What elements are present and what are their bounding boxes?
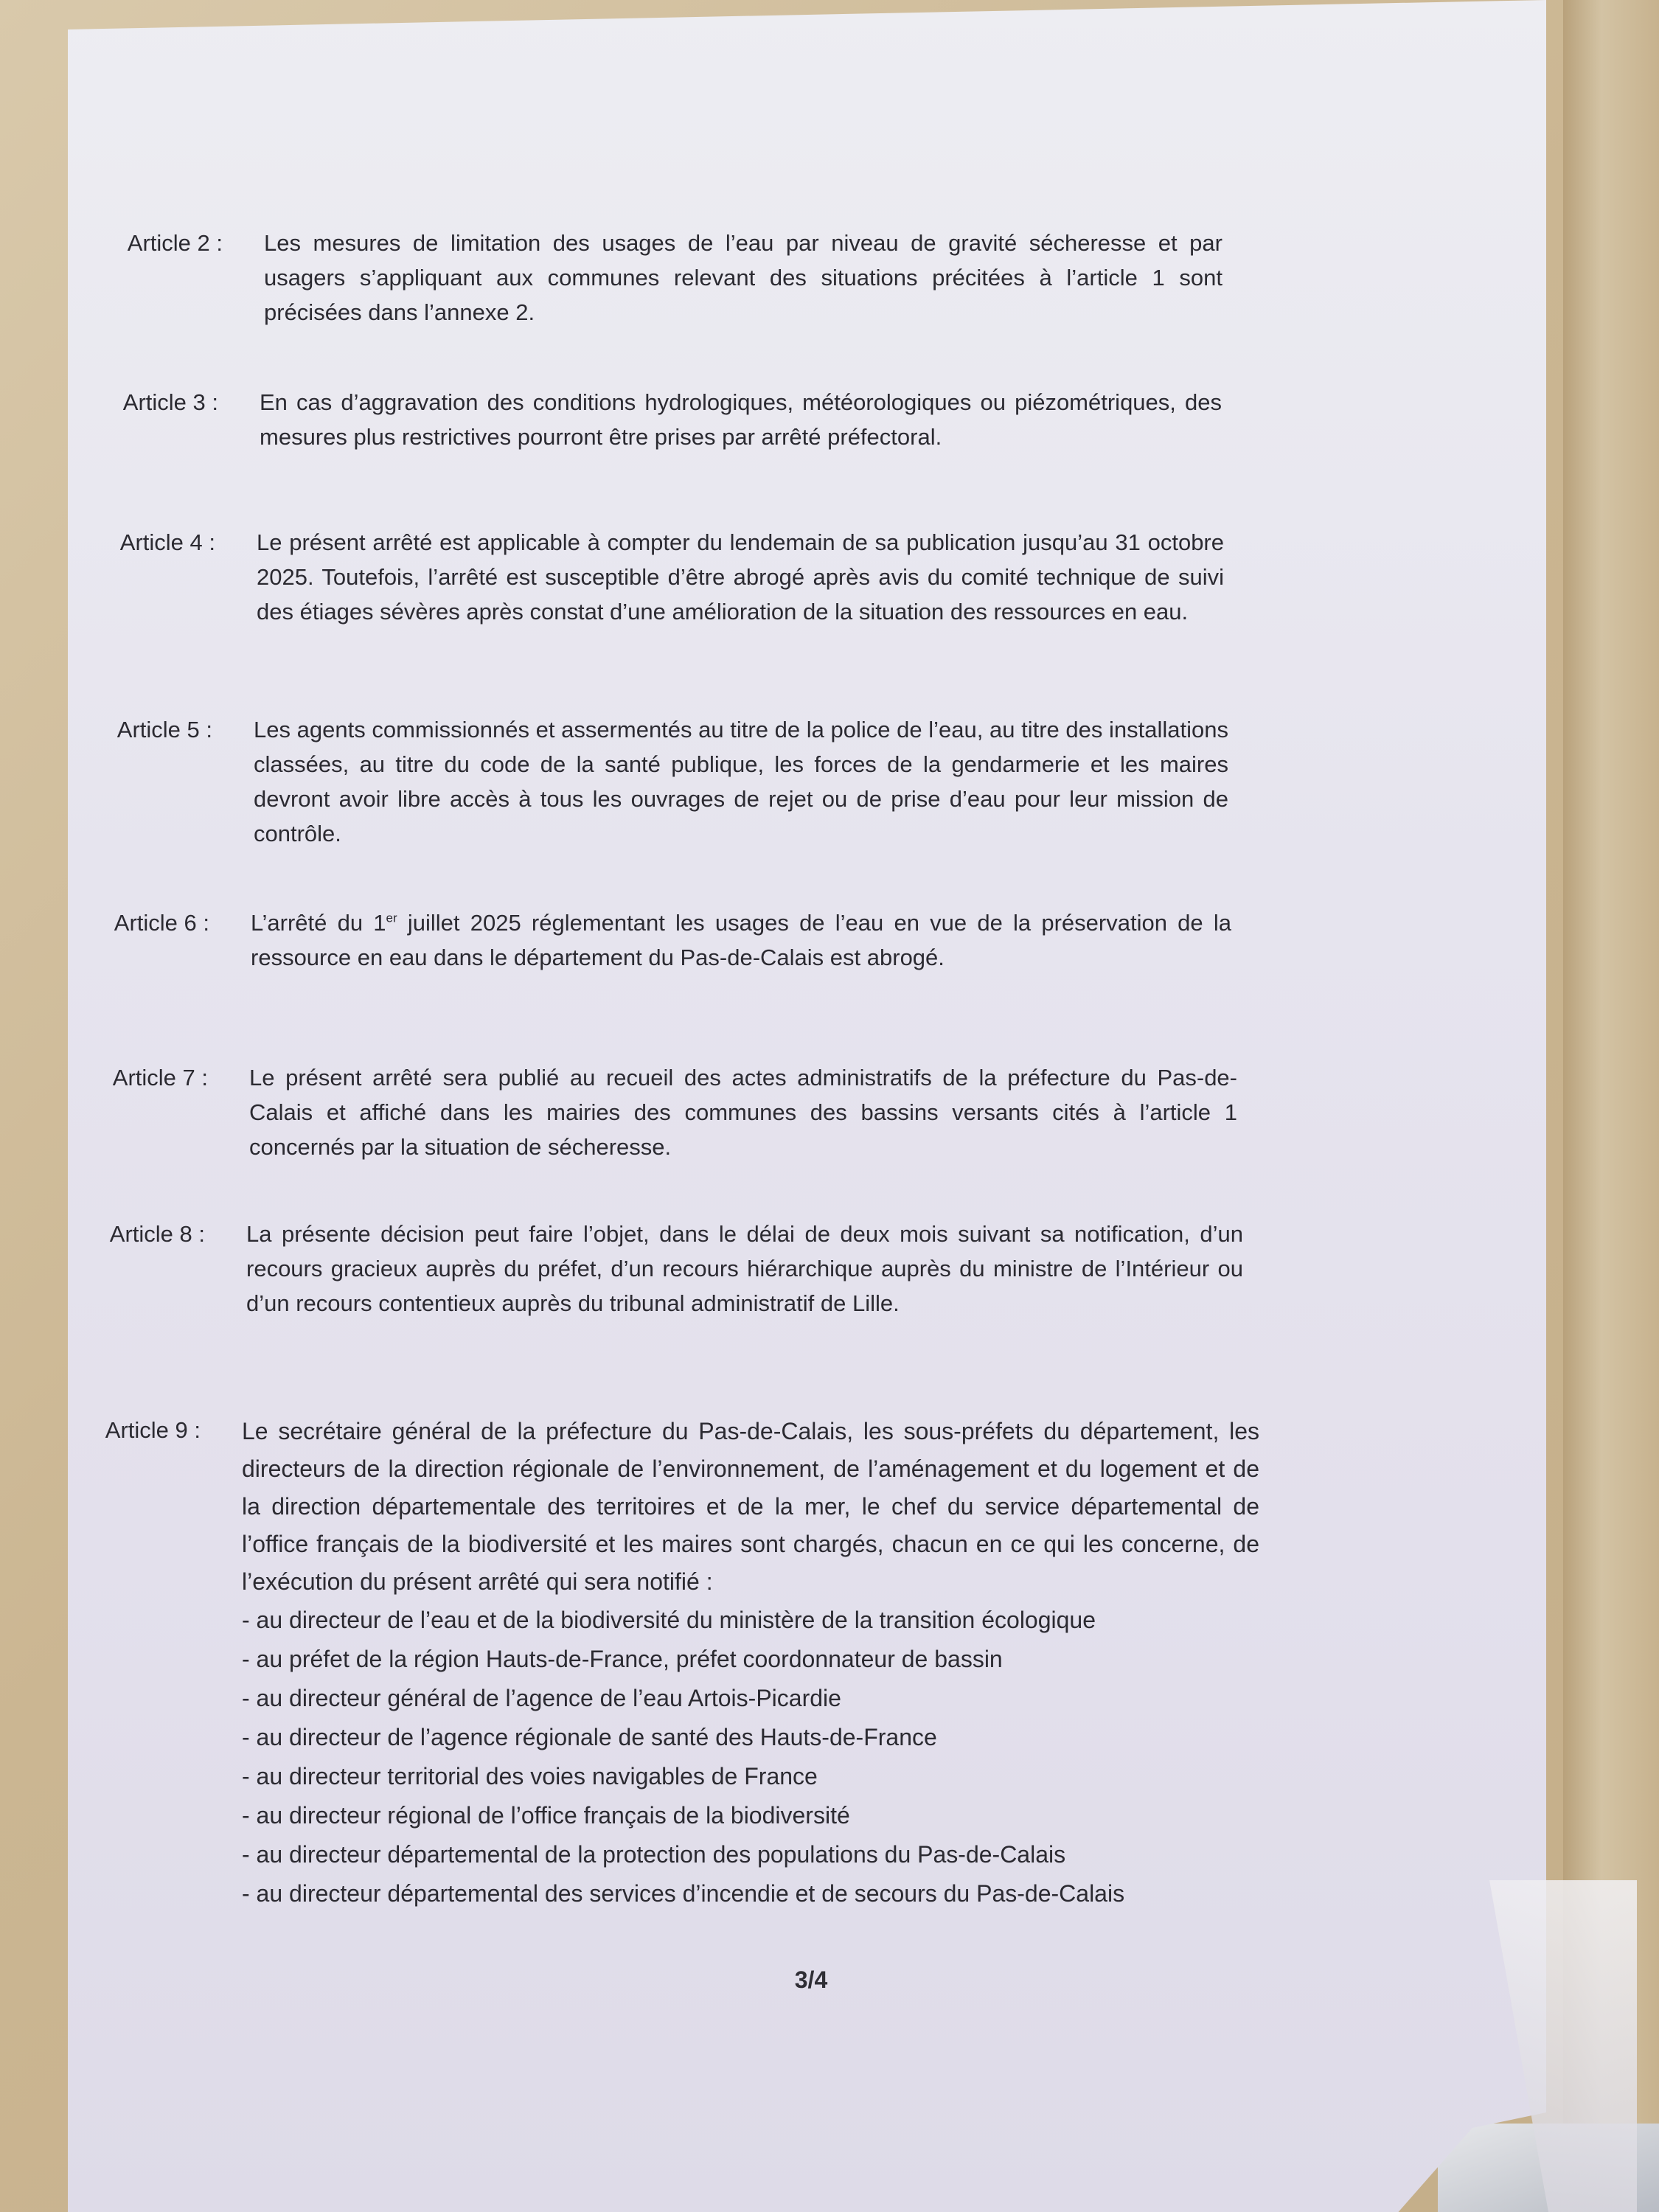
article-6 xyxy=(46,905,1358,975)
article-label: Article 3 : xyxy=(122,389,218,415)
notification-list xyxy=(242,1601,1259,1913)
article-text: La présente décision peut faire l’objet, dans le délai de deux mois suivant sa notification, d’un recours gracieux auprès du préfet, d’un recours hiérarchique auprès du ministre de l’Intérieur ou d’un recours contentieux auprès du tribunal administratif de Lille. xyxy=(246,1221,1243,1316)
list-item: - au directeur territorial des voies navigables de France xyxy=(242,1763,818,1790)
article-label: Article 7 : xyxy=(112,1065,208,1091)
article-text xyxy=(242,1413,1259,1913)
article-5 xyxy=(49,712,1354,851)
article-text-start: L’arrêté du 1 xyxy=(251,910,386,936)
article-7 xyxy=(44,1060,1364,1164)
article-text: Le présent arrêté sera publié au recueil des actes administratifs de la préfecture du Pas-de-Calais et affiché dans les mairies des communes des bassins versants cités à l’article 1 concernés par la situation de sécheresse. xyxy=(249,1065,1237,1160)
article-2 xyxy=(59,226,1342,330)
article-8 xyxy=(41,1217,1368,1321)
article-text: En cas d’aggravation des conditions hydrologiques, météorologiques ou piézométriques, des mesures plus restrictives pourront être prises par arrêté préfectoral. xyxy=(260,389,1222,450)
article-label: Article 6 : xyxy=(114,910,209,936)
article-4 xyxy=(52,525,1349,629)
article-label: Article 4 : xyxy=(119,529,215,555)
list-item: - au directeur départemental de la protection des populations du Pas-de-Calais xyxy=(242,1841,1066,1868)
article-3 xyxy=(55,385,1346,454)
article-9 xyxy=(37,1413,1386,1913)
list-item: - au directeur de l’agence régionale de santé des Hauts-de-France xyxy=(242,1724,937,1750)
article-label: Article 9 : xyxy=(105,1417,201,1443)
list-item: - au directeur général de l’agence de l’eau Artois-Picardie xyxy=(242,1685,841,1711)
article-label: Article 5 : xyxy=(116,717,212,742)
list-item: - au directeur départemental des services d’incendie et de secours du Pas-de-Calais xyxy=(242,1880,1125,1907)
article-text xyxy=(251,905,1231,975)
list-item: - au directeur de l’eau et de la biodiversité du ministère de la transition écologique xyxy=(242,1607,1096,1633)
article-text: Les mesures de limitation des usages de l’eau par niveau de gravité sécheresse et par usagers s’appliquant aux communes relevant des situations précitées à l’article 1 sont précisées dans l’annexe 2. xyxy=(264,230,1222,325)
article-text: Le présent arrêté est applicable à compter du lendemain de sa publication jusqu’au 31 octobre 2025. Toutefois, l’arrêté est susceptible d’être abrogé après avis du comité technique de suivi des étiages sévères après constat d’une amélioration de la situation des ressources en eau. xyxy=(257,529,1224,625)
article-label: Article 2 : xyxy=(127,230,223,256)
article-label: Article 8 : xyxy=(109,1221,205,1247)
article-text: Les agents commissionnés et assermentés au titre de la police de l’eau, au titre des installations classées, au titre du code de la santé publique, les forces de la gendarmerie et les maires devront avoir libre accès à tous les ouvrages de rejet ou de prise d’eau pour leur mission de contrôle. xyxy=(254,717,1228,846)
ordinal-suffix: er xyxy=(386,911,397,925)
article-text-end: juillet 2025 réglementant les usages de l’eau en vue de la préservation de la ressource en eau dans le département du Pas-de-Calais est abrogé. xyxy=(251,910,1231,970)
page-number: 3/4 xyxy=(794,1966,828,1993)
list-item: - au préfet de la région Hauts-de-France, préfet coordonnateur de bassin xyxy=(242,1646,1003,1672)
list-item: - au directeur régional de l’office français de la biodiversité xyxy=(242,1802,850,1829)
article-9-intro: Le secrétaire général de la préfecture du Pas-de-Calais, les sous-préfets du département, les directeurs de la direction régionale de l’environnement, de l’aménagement et du logement et de la direction départementale des territoires et de la mer, le chef du service départemental de l’office français de la biodiversité et les maires sont chargés, chacun en ce qui les concerne, de l’exécution du présent arrêté qui sera notifié : xyxy=(242,1418,1259,1595)
